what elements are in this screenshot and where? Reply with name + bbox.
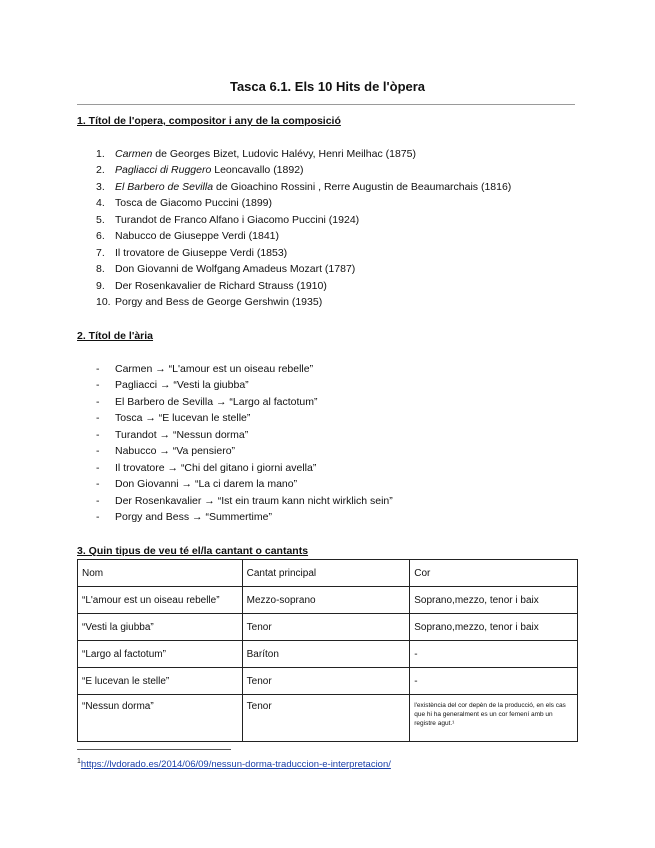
title-divider bbox=[77, 104, 575, 105]
table-row bbox=[78, 614, 578, 641]
table-cell: Tenor bbox=[242, 614, 410, 641]
table-cell: Tenor bbox=[242, 695, 410, 742]
section3-heading: 3. Quin tipus de veu té el/la cantant o cantants bbox=[77, 545, 309, 557]
table-row bbox=[78, 668, 578, 695]
page-title: Tasca 6.1. Els 10 Hits de l'òpera bbox=[229, 79, 426, 94]
table-row bbox=[78, 587, 578, 614]
table-row bbox=[78, 641, 578, 668]
table-cell: Soprano,mezzo, tenor i baix bbox=[410, 587, 578, 614]
footnote-divider bbox=[77, 749, 231, 750]
table-cell: Tenor bbox=[242, 668, 410, 695]
column-header: Cor bbox=[410, 560, 578, 587]
table-cell: “Vesti la giubba” bbox=[78, 614, 243, 641]
table-cell bbox=[410, 695, 578, 742]
table-cell: “E lucevan le stelle” bbox=[78, 668, 243, 695]
footnote-marker: 1 bbox=[77, 758, 81, 765]
footnote bbox=[77, 758, 391, 770]
table-header-row bbox=[78, 560, 578, 587]
footnote-link[interactable]: https://lvdorado.es/2014/06/09/nessun-dorma-traduccion-e-interpretacion/ bbox=[80, 759, 391, 771]
table-cell: Mezzo-soprano bbox=[242, 587, 410, 614]
section1-heading: 1. Títol de l'opera, compositor i any de la composició bbox=[77, 115, 341, 127]
voice-table bbox=[77, 559, 578, 742]
document-page: Tasca 6.1. Els 10 Hits de l'òpera 1. Títol de l'opera, compositor i any de la composició 1. Carmen de Georges Bizet, Ludovic Halévy, Henri Meilhac (1875) 2. Pagliacci di Ruggero Leoncavallo (1892) 3. El Barbero de Sevilla de Gioachino Rossini , Rerre Augustin de Beaumarchais (1816) 4. Tosca de Giacomo Puccini (1899) 5. Turandot de Franco Alfano i Giacomo Puccini (1924) 6. Nabucco de Giuseppe Verdi (1841) 7. Il trovatore de Giuseppe Verdi (1853) 8. Don Giovanni de Wolfgang Amadeus Mozart (1787) 9. Der Rosenkavalier de Richard Strauss (1910) 10. Porgy and Bess de George Gershwin (1935) 2. Títol de l'ària - Carmen → “L'amour est un oiseau rebelle” - Pagliacci → “Vesti la giubba” - El Barbero de Sevilla → “Largo al factotum” - Tosca → “E lucevan le stelle” - Turandot → “Nessun dorma” - Nabucco → “Va pensiero” - Il trovatore → “Chi del gitano i giorni avella” - Don Giovanni → “La ci darem la mano” - Der Rosenkavalier → “Ist ein traum kann nicht wirklich sein” - Porgy and Bess → “Summertime” 3. Quin tipus de veu té el/la cantant o cantants Nom Cantat principal Cor “L'amour est un oiseau rebelle” Mezzo-soprano Soprano,mezzo, tenor i baix “Vesti la giubba” Tenor Soprano,mezzo, tenor i baix “Largo al factotum” Baríton - “E lucevan le stelle” Tenor - “Nessun dorma” Tenor l'existència del cor depèn de la producció, en els cas que hi ha generalment es un cor femení amb un registre agut.¹ $^1$https://lvdorado.es/2014/06/09/nessun-dorma-traduccion-e-interpretacion/ bbox=[0, 0, 655, 848]
chorus-note: l'existència del cor depèn de la producció, en els cas que hi ha generalment es un cor femení amb un registre agut.¹ bbox=[414, 702, 566, 727]
column-header: Nom bbox=[78, 560, 243, 587]
table-cell: “Nessun dorma” bbox=[78, 695, 243, 742]
column-header: Cantat principal bbox=[242, 560, 410, 587]
table-cell: “Largo al factotum” bbox=[78, 641, 243, 668]
table-cell: Baríton bbox=[242, 641, 410, 668]
table-row bbox=[78, 695, 578, 742]
table-cell: “L'amour est un oiseau rebelle” bbox=[78, 587, 243, 614]
table-cell: - bbox=[410, 668, 578, 695]
table-cell: Soprano,mezzo, tenor i baix bbox=[410, 614, 578, 641]
section2-heading: 2. Títol de l'ària bbox=[77, 330, 154, 342]
table-cell: - bbox=[410, 641, 578, 668]
